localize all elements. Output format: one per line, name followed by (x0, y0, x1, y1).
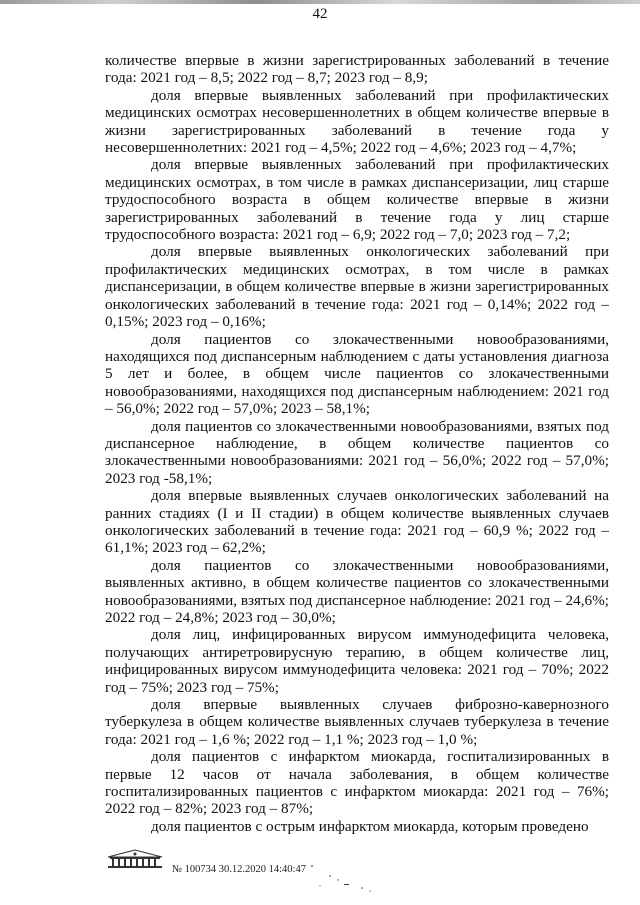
document-body (105, 52, 609, 835)
scan-edge (0, 0, 640, 4)
paragraph: доля впервые выявленных случаев фиброзно-кавернозного туберкулеза в общем количестве выявленных случаев туберкулеза в течение года: 2021 год – 1,6 %; 2022 год – 1,1 %; 2023 год – 1,0 %; (105, 696, 609, 748)
paragraph: доля пациентов со злокачественными новообразованиями, взятых под диспансерное наблюдение, в общем количестве пациентов со злокачественными новообразованиями: 2021 год – 56,0%; 2022 год – 57,0%; 2023 год -58,1%; (105, 417, 609, 487)
paragraph: доля впервые выявленных заболеваний при профилактических медицинских осмотрах несовершеннолетних в общем количестве впервые в жизни зарегистрированных заболеваний в течение года у несовершеннолетних: 2021 год – 4,5%; 2022 год – 4,6%; 2023 год – 4,7%; (105, 86, 609, 157)
paragraph: доля пациентов со злокачественными новообразованиями, выявленных активно, в общем количестве пациентов со злокачественными новообразованиями, взятых под диспансерное наблюдение: 2021 год – 24,6%; 2022 год – 24,8%; 2023 год – 30,0%; (105, 556, 609, 626)
paragraph: доля впервые выявленных онкологических заболеваний при профилактических медицинских осмотрах, в том числе в рамках диспансеризации, в общем количестве впервые в жизни зарегистрированных онкологических заболеваний в течение года: 2021 год – 0,14%; 2022 год – 0,15%; 2023 год – 0,16%; (105, 243, 609, 331)
paragraph: доля пациентов с острым инфарктом миокарда, которым проведено (151, 817, 589, 835)
paragraph: количестве впервые в жизни зарегистрированных заболеваний в течение года: 2021 год – 8,5; 2022 год – 8,7; 2023 год – 8,9; (105, 52, 609, 87)
page-number: 42 (312, 6, 328, 22)
paragraph: доля пациентов с инфарктом миокарда, госпитализированных в первые 12 часов от начала заболевания, в общем количестве госпитализированных пациентов с инфарктом миокарда: 2021 год – 76%; 2022 год – 82%; 2023 год – 87%; (105, 748, 609, 818)
paragraph: доля лиц, инфицированных вирусом иммунодефицита человека, получающих антиретровирусную терапию, в общем количестве лиц, инфицированных вирусом иммунодефицита человека: 2021 год – 70%; 2022 год – 75%; 2023 год – 75%; (105, 626, 609, 696)
building-seal-icon (104, 848, 166, 870)
paragraph: доля впервые выявленных случаев онкологических заболеваний на ранних стадиях (I и II стадии) в общем количестве выявленных случаев онкологических заболеваний в течение года: 2021 год – 60,9 %; 2022 год – 61,1%; 2023 год – 62,2%; (105, 487, 609, 557)
paragraph: доля впервые выявленных заболеваний при профилактических медицинских осмотрах, в том числе в рамках диспансеризации, лиц старше трудоспособного возраста в общем количестве впервые в жизни зарегистрированных заболеваний в течение года у лиц старше трудоспособного возраста: 2021 год – 6,9; 2022 год – 7,0; 2023 год – 7,2; (105, 156, 609, 244)
scan-specks (300, 858, 390, 898)
paragraph: доля пациентов со злокачественными новообразованиями, находящихся под диспансерным наблюдением с даты установления диагноза 5 лет и более, в общем числе пациентов со злокачественными новообразованиями, находящихся под диспансерным наблюдением: 2021 год – 56,0%; 2022 год – 57,0%; 2023 – 58,1%; (105, 330, 609, 418)
registration-stamp: № 100734 30.12.2020 14:40:47 (172, 864, 306, 875)
